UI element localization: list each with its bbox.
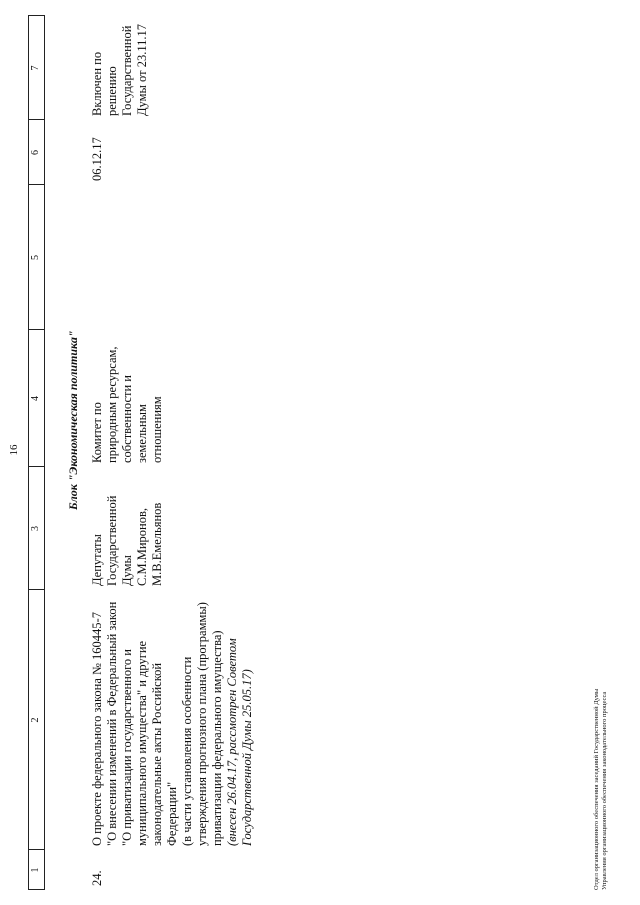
description-line: "О приватизации государственного и — [120, 649, 134, 846]
authors-line: Депутаты — [90, 534, 104, 586]
footer-line-2: Управления организационного обеспечения законодательного процесса — [601, 691, 608, 890]
document-page — [8, 15, 620, 890]
description-line: утверждения прогнозного плана (программы) — [195, 602, 209, 846]
column-header-3: 3 — [30, 526, 41, 531]
footer-line-1: Отдел организационного обеспечения заседаний Государственной Думы — [593, 688, 600, 890]
description-note: Государственной Думы 25.05.17) — [240, 669, 254, 846]
status-line: решению — [105, 66, 119, 116]
authors-line: С.М.Миронов, — [135, 508, 149, 586]
description-line: "О внесении изменений в Федеральный закон — [105, 601, 119, 846]
bill-status — [90, 16, 150, 116]
description-line: Федерации" — [165, 781, 179, 846]
column-header-6: 6 — [30, 150, 41, 155]
block-title: Блок "Экономическая политика" — [66, 330, 80, 510]
description-line: муниципального имущества" и другие — [135, 640, 149, 846]
column-header-7: 7 — [30, 65, 41, 71]
description-line: приватизации федерального имущества) — [210, 630, 224, 846]
responsible-committee — [90, 330, 165, 463]
consideration-date: 06.12.17 — [90, 137, 104, 181]
column-header-2: 2 — [30, 717, 41, 723]
committee-line: земельным — [135, 404, 149, 463]
status-line: Включен по — [90, 51, 104, 116]
authors-line: Думы — [120, 555, 134, 586]
bill-description — [90, 590, 255, 846]
description-note: (внесен 26.04.17, рассмотрен Советом — [225, 638, 239, 846]
description-line: законодательные акты Российской — [150, 662, 164, 846]
row-number: 24. — [90, 870, 104, 886]
committee-line: собственности и — [120, 374, 134, 463]
description-line: (в части установления особенности — [180, 656, 194, 846]
committee-line: природным ресурсам, — [105, 346, 119, 463]
committee-line: отношениям — [150, 396, 164, 463]
column-header-1: 1 — [30, 867, 41, 873]
status-line: Государственной — [120, 25, 134, 116]
column-header-4: 4 — [30, 396, 41, 401]
page-number: 16 — [8, 444, 20, 456]
description-line: О проекте федерального закона № 160445-7 — [90, 612, 104, 846]
status-line: Думы от 23.11.17 — [135, 23, 149, 116]
column-header-5: 5 — [30, 255, 41, 260]
bill-authors — [90, 467, 165, 586]
authors-line: М.В.Емельянов — [150, 502, 164, 586]
header-bottom-border — [44, 15, 45, 890]
committee-line: Комитет по — [90, 402, 104, 463]
authors-line: Государственной — [105, 495, 119, 586]
